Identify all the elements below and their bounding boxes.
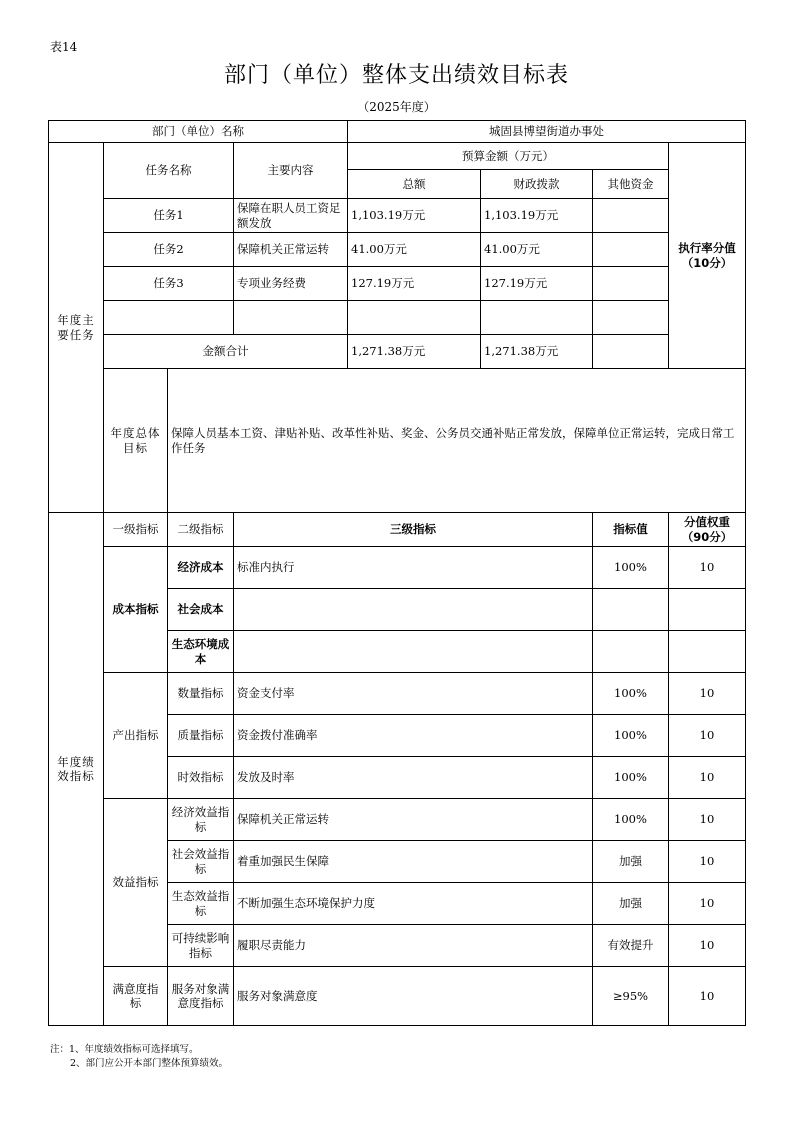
goal-text: 保障人员基本工资、津贴补贴、改革性补贴、奖金、公务员交通补贴正常发放，保障单位正常运转，完成日常工作任务: [168, 369, 746, 513]
indicator-row: [49, 673, 746, 715]
task-row: [49, 301, 746, 335]
task-name: 任务3: [104, 267, 234, 301]
l2-indicator: 质量指标: [168, 715, 234, 757]
l3-indicator: 服务对象满意度: [234, 967, 593, 1026]
indicator-value: 100%: [593, 757, 669, 799]
total-header: 总额: [348, 170, 481, 199]
task-name: [104, 301, 234, 335]
indicator-weight: 10: [669, 925, 746, 967]
goal-row: [49, 369, 746, 513]
l2-header: 二级指标: [168, 513, 234, 547]
l3-indicator: 履职尽责能力: [234, 925, 593, 967]
l3-indicator: [234, 631, 593, 673]
task-row: [49, 199, 746, 233]
indicator-weight: 10: [669, 715, 746, 757]
indicator-value: 100%: [593, 547, 669, 589]
indicator-weight: 10: [669, 967, 746, 1026]
l2-indicator: 经济效益指标: [168, 799, 234, 841]
task-name: 任务2: [104, 233, 234, 267]
l2-indicator: 经济成本: [168, 547, 234, 589]
l2-indicator: 社会效益指标: [168, 841, 234, 883]
l3-indicator: 资金支付率: [234, 673, 593, 715]
indicator-value: 加强: [593, 883, 669, 925]
rate-score-header: 执行率分值（10分）: [669, 143, 746, 369]
l3-indicator: 着重加强民生保障: [234, 841, 593, 883]
l3-indicator: 不断加强生态环境保护力度: [234, 883, 593, 925]
task-fiscal: 127.19万元: [481, 267, 593, 301]
task-other: [593, 233, 669, 267]
indicator-value: 有效提升: [593, 925, 669, 967]
indicator-value: 100%: [593, 673, 669, 715]
note-2: 2、部门应公开本部门整体预算绩效。: [70, 1058, 229, 1070]
indicator-weight: 10: [669, 799, 746, 841]
l2-indicator: 生态环境成本: [168, 631, 234, 673]
value-header: 指标值: [593, 513, 669, 547]
l1-header: 一级指标: [104, 513, 168, 547]
task-name: 任务1: [104, 199, 234, 233]
task-total: 127.19万元: [348, 267, 481, 301]
l1-indicator: 成本指标: [104, 547, 168, 673]
year-label: （2025年度）: [357, 100, 436, 114]
l1-indicator: 产出指标: [104, 673, 168, 799]
sum-other: [593, 335, 669, 369]
indicator-row: [49, 967, 746, 1026]
task-fiscal: 41.00万元: [481, 233, 593, 267]
indicator-weight: 10: [669, 547, 746, 589]
perf-section-label: 年度绩效指标: [49, 513, 104, 1026]
task-fiscal: 1,103.19万元: [481, 199, 593, 233]
task-content: 保障机关正常运转: [234, 233, 348, 267]
indicator-weight: 10: [669, 757, 746, 799]
l3-indicator: 保障机关正常运转: [234, 799, 593, 841]
task-content: 专项业务经费: [234, 267, 348, 301]
dept-row: [49, 121, 746, 143]
l2-indicator: 生态效益指标: [168, 883, 234, 925]
indicator-row: [49, 799, 746, 841]
indicator-value: ≥95%: [593, 967, 669, 1026]
l3-indicator: 标准内执行: [234, 547, 593, 589]
indicator-weight: [669, 631, 746, 673]
l2-indicator: 数量指标: [168, 673, 234, 715]
indicator-value: 100%: [593, 799, 669, 841]
notes: [50, 1043, 228, 1072]
l2-indicator: 服务对象满意度指标: [168, 967, 234, 1026]
dept-name: 城固县博望街道办事处: [348, 121, 746, 143]
fiscal-header: 财政拨款: [481, 170, 593, 199]
l2-indicator: 可持续影响指标: [168, 925, 234, 967]
indicator-value: [593, 589, 669, 631]
l3-indicator: 发放及时率: [234, 757, 593, 799]
dept-label: 部门（单位）名称: [49, 121, 348, 143]
task-other: [593, 267, 669, 301]
l2-indicator: 社会成本: [168, 589, 234, 631]
task-content: 保障在职人员工资足额发放: [234, 199, 348, 233]
l3-indicator: 资金拨付准确率: [234, 715, 593, 757]
table-number: 表14: [50, 40, 78, 54]
task-other: [593, 301, 669, 335]
goal-label: 年度总体目标: [104, 369, 168, 513]
sum-fiscal: 1,271.38万元: [481, 335, 593, 369]
indicator-value: [593, 631, 669, 673]
indicator-value: 100%: [593, 715, 669, 757]
task-total: 41.00万元: [348, 233, 481, 267]
l1-indicator: 满意度指标: [104, 967, 168, 1026]
page-title: 部门（单位）整体支出绩效目标表: [223, 63, 569, 88]
indicator-weight: [669, 589, 746, 631]
note-1: 注：1、年度绩效指标可选择填写。: [50, 1044, 199, 1055]
l3-header: 三级指标: [234, 513, 593, 547]
sum-label: 金额合计: [104, 335, 348, 369]
indicator-weight: 10: [669, 673, 746, 715]
task-row: [49, 233, 746, 267]
task-name-header: 任务名称: [104, 143, 234, 199]
l3-indicator: [234, 589, 593, 631]
task-content-header: 主要内容: [234, 143, 348, 199]
task-fiscal: [481, 301, 593, 335]
indicator-value: 加强: [593, 841, 669, 883]
performance-table: [48, 120, 746, 1026]
tasks-section-label: 年度主要任务: [49, 143, 104, 513]
indicator-weight: 10: [669, 841, 746, 883]
task-total: [348, 301, 481, 335]
indicator-row: [49, 547, 746, 589]
task-other: [593, 199, 669, 233]
l2-indicator: 时效指标: [168, 757, 234, 799]
task-total: 1,103.19万元: [348, 199, 481, 233]
indicator-weight: 10: [669, 883, 746, 925]
sum-row: [49, 335, 746, 369]
task-row: [49, 267, 746, 301]
other-header: 其他资金: [593, 170, 669, 199]
weight-header: 分值权重（90分）: [669, 513, 746, 547]
budget-header: 预算金额（万元）: [348, 143, 669, 170]
l1-indicator: 效益指标: [104, 799, 168, 967]
sum-total: 1,271.38万元: [348, 335, 481, 369]
task-content: [234, 301, 348, 335]
